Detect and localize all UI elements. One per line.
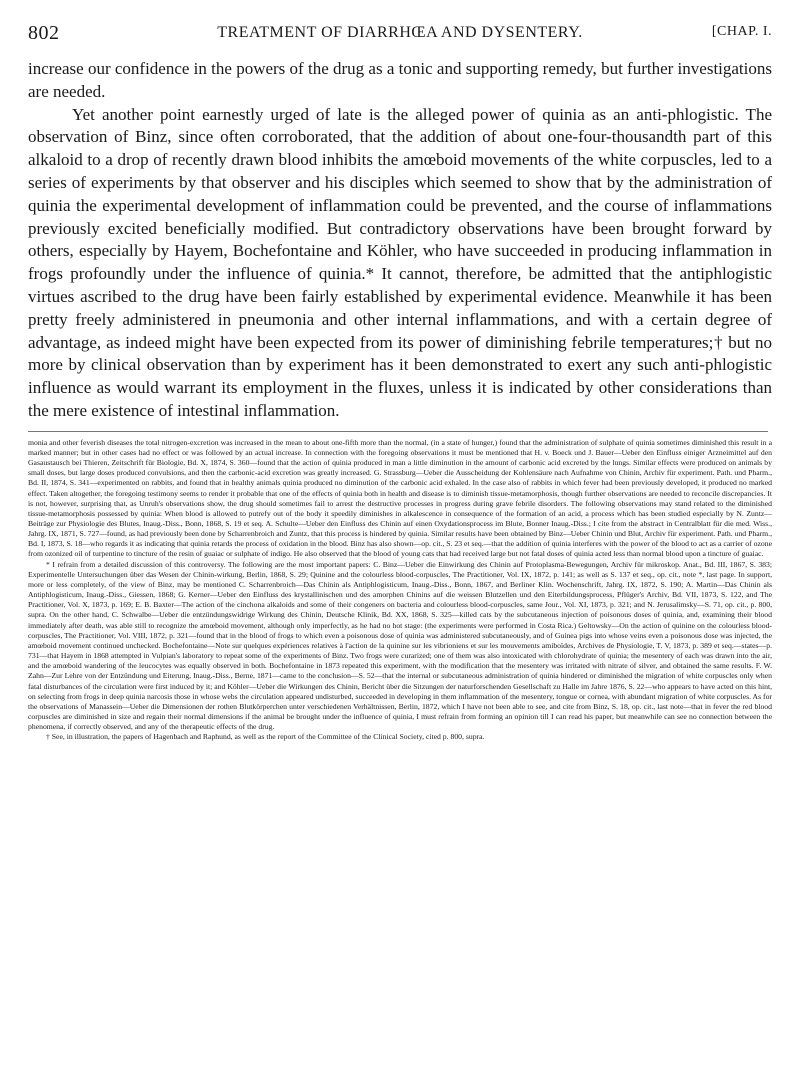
footnote-continuation: monia and other feverish diseases the total nitrogen-excretion was increased in the mean to about one-fifth more than the normal, (in a state of hunger,) found that the administration of sulphate of quinia sometimes diminished this result in a marked manner; but in other cases had no effect or was followed by an actual increase. In connection with the foregoing observations it must be mentioned that H. v. Boeck und J. Bauer—Ueber den Einfluss einiger Arzneimittel auf den Gasaustausch bei Thieren, Zeitschrift für Biologie, Bd. X, 1874, S. 360—found that the action of quinia produced in man a little diminution in the amount of carbonic acid excreted by the lungs. Similar effects were produced on animals by small doses, but large doses produced convulsions, and then the carbonic-acid excretion was greatly increased. G. Strassburg—Ueber die Ausscheidung der Kohlensäure nach Aufnahme von Chinin, Archiv für experiment. Path. und Pharm., Bd. II, 1874, S. 341—experimented on rabbits, and found that in healthy animals quinia produced no diminution of the carbonic acid exhaled. In the case also of rabbits in which fever had been previously developed, it produced no marked effect. Taken altogether, the foregoing testimony seems to render it probable that one of the effects of quinia both in health and disease is to diminish tissue-metamorphosis, though further observations are needed to reconcile discrepancies. It is not, however, surprising that, as Unruh's observations show, the drug should sometimes fail to arrest the destructive processes in progress during grave febrile disorders. The following observations may stand related to the diminished tissue-metamorphosis possessed by quinia: When blood is allowed to putrefy out of the body it speedily diminishes in alkalescence in consequence of the formation of an acid, a process which has been studied especially by N. Zuntz—Beiträge zur Physiologie des Blutes, Inaug.-Diss., Bonn, 1868, S. 19 et seq. A. Schulte—Ueber den Einfluss des Chinin auf einen Oxydationsprocess im Blute, Bonner Inaug.-Diss.; I cite from the abstract in Centralblatt für die med. Wiss., Jahrg. IX, 1871, S. 727—found, as had previously been done by Scharrenbroich and Zuntz, that this process is hindered by quinia. Similar results have been obtained by Binz—Ueber Chinin und Blut, Archiv für experiment. Path. und Pharm., Bd. I, 1873, S. 18—who regards it as indicating that quinia retards the process of oxidation in the blood. Binz has also shown—op. cit., S. 23 et seq.—that the addition of quinia interferes with the power of the blood to act as a carrier of ozone from ozonized oil of turpentine to tincture of the resin of guaiac or sulphate of indigo. He also observed that the blood of young cats that had received large but not fatal doses of quinia acted less than normal blood upon a tincture of guaiac.: [28, 437, 772, 559]
footnote-dagger: † See, in illustration, the papers of Hagenbach and Raphund, as well as the report of the Committee of the Clinical Society, cited p. 800, supra.: [46, 732, 485, 742]
footnote-asterisk: * I refrain from a detailed discussion of this controversy. The following are the most important papers: C. Binz—Ueber die Einwirkung des Chinin auf Protoplasma-Bewegungen, Archiv für mikroskop. Anat., Bd. III, 1867, S. 383; Experimentelle Untersuchungen über das Wesen der Chinin-wirkung, Berlin, 1868, S. 29; Quinine and the colourless blood-corpuscles, The Practitioner, Vol. IX, 1872, p. 141; as well as S. 137 et seq., op. cit., note *, last page. In support, more or less completely, of the view of Binz, may be mentioned C. Scharrenbroich—Das Chinin als Antiphlogisticum, Inaug.-Diss., Bonn, 1867, and Berliner Klin. Wochenschrift, Jahrg. IX, 1872, S. 190; A. Martin—Das Chinin als Antiphlogisticum, Inaug.-Diss., Giessen, 1868; G. Kerner—Ueber den Einfluss des krystallinischen und des amorphen Chinins auf die weissen Blutzellen und den Eiterbildungsprocess, Pflüger's Archiv, Bd. VII, 1873, S. 122, and The Practitioner, Vol. X, 1873, p. 169; E. B. Baxter—The action of the cinchona alkaloids and some of their congeners on bacteria and colourless blood-corpuscles, same Jour., Vol. XI, 1873, p. 321; and N. Jerusalimsky—S. 71, op. cit., p. 800, supra. On the other hand, C. Schwalbe—Ueber die entzündungswidrige Wirkung des Chinin, Deutsche Klinik, Bd. XX, 1868, S. 325—killed cats by the subcutaneous injection of poisonous doses of quinia, and, examining their blood immediately after death, was able still to recognize the amœboid movement, although only imperfectly, as he had no hot stage: (the experiments were performed in Costa Rica.) Geltowsky—On the action of quinine on the colourless blood-corpuscles, The Practitioner, Vol. VIII, 1872, p. 321—found that in the blood of frogs to which even a poisonous dose of quinia was administered subcutaneously, and of Guinea pigs into whose veins even a poisonous dose was injected, the amœboid movement continued unchecked. Bochefontaine—Note sur quelques expériences relatives à l'action de la quinine sur les vibrioniens et sur les mouvements amiboïdes, Archives de Physiologie, T. V, 1873, p. 389 et seq.—states—p. 731—that Hayem in 1868 attempted in Vulpian's laboratory to repeat some of the experiments of Binz. Two frogs were curarized; one of them was also intoxicated with chlorohydrate of quinia; the mesentery of each was drawn into the air, and the amœboid wandering of the leucocytes was equally observed in both. Bochefontaine in 1873 repeated this experiment, with the modification that the mesentery was irritated with nitrate of silver, and obtained the same results. F. W. Zahn—Zur Lehre von der Entzündung und Eiterung, Inaug.-Diss., Berne, 1871—came to the conclusion—S. 52—that the internal or subcutaneous administration of quinia hindered or diminished the migration of white corpuscles only when fatal disturbances of the circulation were first induced by it; and Köhler—Ueber die Wirkungen des Chinin, Bericht über die Sitzungen der naturforschenden Gesellschaft zu Halle im Jahre 1876, S. 22—who appears to have acted on this hint, on selecting from frogs in deep quinia narcosis those in whose webs the circulation appeared undisturbed, succeeded in developing in them inflammation of the mesentery, tongue or cornea, with abundant migration of white corpuscles. As for the observations of Manassein—Ueber die Dimensionen der rothen Blutkörperchen unter verschiedenen Verhältnissen, Berlin, 1872, which I have not been able to see, and cite from Binz, S. 18, op. cit., last note—that in fever the red blood corpuscles are diminished in size and regain their normal dimensions if the animal be brought under the influence of quinia, I must refrain from forming an opinion till I can read his paper, but meanwhile can see no connection between the phenomena, if correctly observed, and any of the therapeutic effects of the drug.: [28, 559, 772, 732]
chapter-label: [CHAP. I.: [711, 24, 772, 39]
footnote-divider: [28, 431, 768, 432]
main-text: [28, 58, 772, 423]
page-number: 802: [28, 22, 60, 44]
body-paragraph: increase our confidence in the powers of the drug as a tonic and supporting remedy, but further investigations are needed.: [28, 59, 772, 101]
running-header: [28, 10, 772, 44]
body-paragraph: Yet another point earnestly urged of late is the alleged power of quinia as an anti-phlogistic. The observation of Binz, since often corroborated, that the addition of about one-four-thousandth part of this alkaloid to a drop of recently drawn blood inhibits the amœboid movements of the white corpuscles, led to a series of experiments by that observer and his disciples which seemed to show that by the administration of quinia the experimental development of inflammation could be prevented, and the course of inflammations previously excited beneficially modified. But contradictory observations have been brought forward by others, especially by Hayem, Bochefontaine and Köhler, who have succeeded in producing inflammation in frogs profoundly under the influence of quinia.* It cannot, therefore, be admitted that the antiphlogistic virtues ascribed to the drug have been fairly established by experimental evidence. Meanwhile it has been pretty freely administered in pneumonia and other internal inflammations, and with a certain degree of advantage, as indeed might have been expected from its power of diminishing febrile temperatures;† but no more by clinical observation than by experiment has it been demonstrated to exert any such anti-phlogistic influence as would warrant its employment in the fluxes, unless it is indicated by other considerations than the mere existence of intestinal inflammation.: [28, 104, 772, 420]
running-title: TREATMENT OF DIARRHŒA AND DYSENTERY.: [217, 24, 583, 41]
footnotes: [28, 438, 772, 743]
